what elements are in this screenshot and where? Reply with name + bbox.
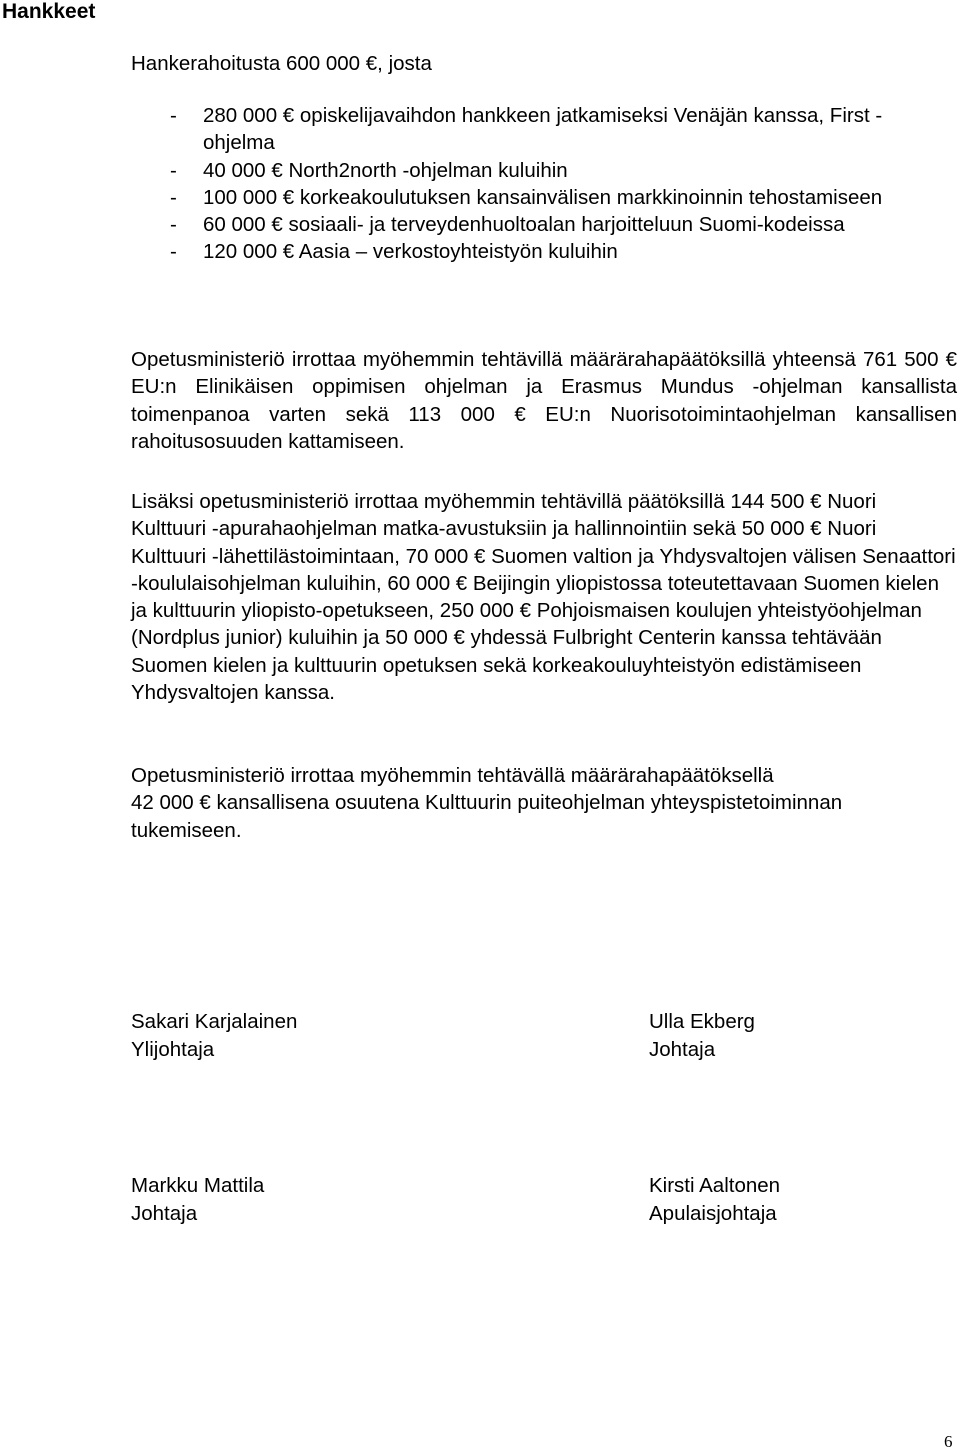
list-dash: - [170,185,177,209]
list-item-text: 40 000 € North2north -ohjelman kuluihin [203,158,568,182]
list-item-text: 280 000 € opiskelijavaihdon hankkeen jatkamiseksi Venäjän kanssa, First -ohjelma [203,104,883,155]
intro-line: Hankerahoitusta 600 000 €, josta [131,52,432,75]
signer-title: Apulaisjohtaja [649,1201,777,1225]
signer-title: Johtaja [649,1037,716,1061]
signer-title: Johtaja [131,1201,198,1225]
signature-block [131,1008,297,1063]
paragraph-eu-programmes: Opetusministeriö irrottaa myöhemmin tehtävillä määrärahapäätöksillä yhteensä 761 500 € EU:n Elinikäisen oppimisen ohjelman ja Erasmus Mundus -ohjelman kansallista toimenpanoa varten sekä 113 000 € EU:n Nuorisotoimintaohjelman kansallisen rahoitusosuuden kattamiseen. [131,348,957,453]
section-heading: Hankkeet [2,0,96,23]
signer-title: Ylijohtaja [131,1037,215,1061]
list-item [170,238,960,265]
signature-block [649,1172,780,1227]
page-number: 6 [944,1432,953,1451]
funding-list [170,102,960,266]
list-item [170,102,920,157]
list-dash: - [170,104,177,127]
paragraph-line: 42 000 € kansallisena osuutena Kulttuurin puiteohjelman yhteyspistetoiminnan tukemiseen. [131,791,843,842]
signer-name: Sakari Karjalainen [131,1010,298,1033]
list-item-text: 100 000 € korkeakoulutuksen kansainvälisen markkinoinnin tehostamiseen [203,185,883,209]
signer-name: Kirsti Aaltonen [649,1174,781,1197]
list-dash: - [170,213,177,237]
paragraph-other-funding: Lisäksi opetusministeriö irrottaa myöhemmin tehtävillä päätöksillä 144 500 € Nuori Kulttuuri -apurahaohjelman matka-avustuksiin ja hallinnointiin sekä 50 000 € Nuori Kulttuuri -lähettilästoimintaan, 70 000 € Suomen valtion ja Yhdysvaltojen välisen Senaattori -koululaisohjelman kuluihin, 60 000 € Beijingin yliopistossa toteutettavaan Suomen kielen ja kulttuurin yliopisto-opetukseen, 250 000 € Pohjoismaisen koulujen yhteistyöohjelman (Nordplus junior) kuluihin ja 50 000 € yhdessä Fulbright Centerin kanssa tehtävään Suomen kielen ja kulttuurin opetuksen sekä korkeakouluyhteistyön edistämiseen Yhdysvaltojen kanssa. [131,490,956,705]
list-dash: - [170,240,177,264]
signer-name: Ulla Ekberg [649,1010,755,1033]
list-item-text: 120 000 € Aasia – verkostoyhteistyön kuluihin [203,240,618,264]
paragraph-line: Opetusministeriö irrottaa myöhemmin tehtävällä määrärahapäätöksellä [131,764,774,787]
list-item [170,211,960,238]
signature-block [131,1172,264,1227]
signer-name: Markku Mattila [131,1174,265,1197]
list-item [170,157,960,184]
list-dash: - [170,158,177,182]
signature-block [649,1008,755,1063]
paragraph-culture-programme [131,762,957,844]
list-item-text: 60 000 € sosiaali- ja terveydenhuoltoalan harjoitteluun Suomi-kodeissa [203,213,845,237]
list-item [170,184,930,211]
